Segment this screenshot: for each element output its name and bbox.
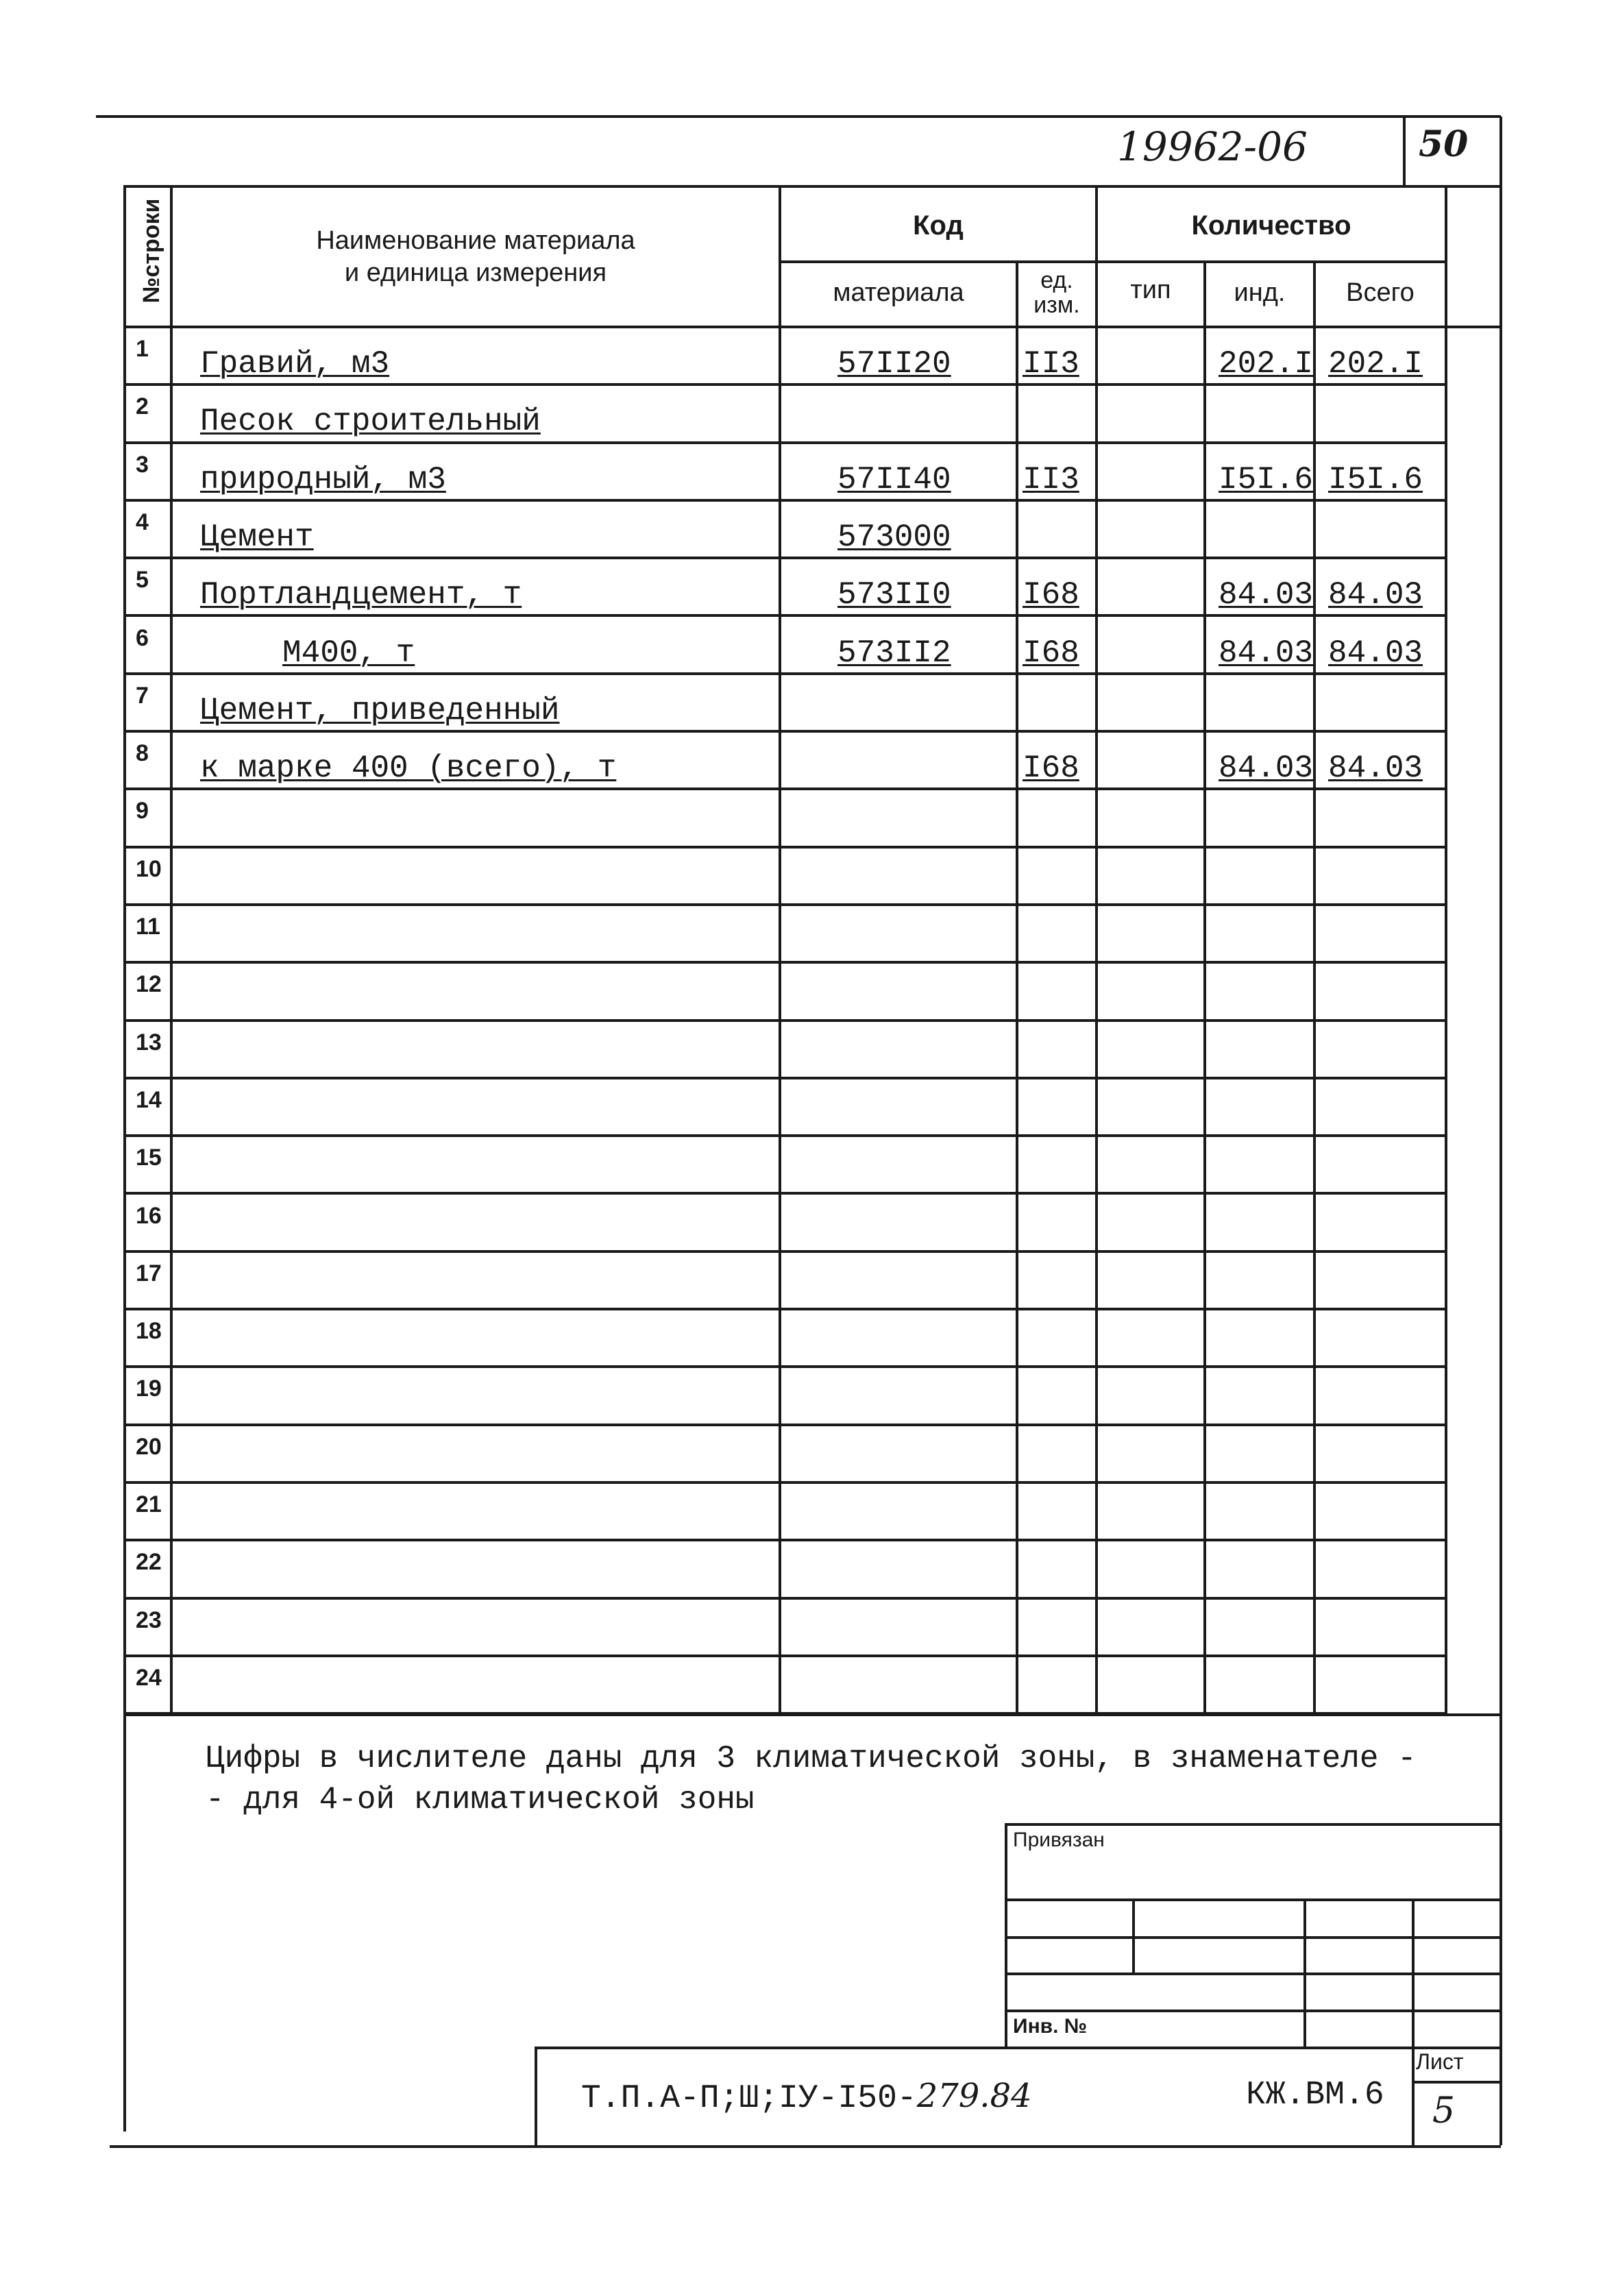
material-name-text: Портландцемент, т bbox=[200, 577, 522, 613]
row-number-text: 23 bbox=[136, 1607, 162, 1633]
table-row bbox=[125, 905, 1476, 964]
row-number bbox=[125, 1136, 162, 1195]
material-name-text: Песок строительный bbox=[200, 404, 541, 440]
frame-bottom-border bbox=[110, 2145, 1501, 2148]
qty-ind-text: 84.03 bbox=[1219, 635, 1314, 671]
row-number bbox=[125, 1426, 162, 1484]
row-number-text: 11 bbox=[136, 914, 160, 940]
material-name bbox=[200, 385, 541, 443]
qty-total bbox=[1328, 443, 1423, 502]
page-number: 50 bbox=[1419, 123, 1469, 165]
page-number-divider bbox=[1403, 117, 1406, 185]
unit-code bbox=[1023, 559, 1079, 617]
table-row bbox=[125, 559, 1476, 617]
material-code-text: 57II20 bbox=[837, 346, 951, 382]
stamp-line-2 bbox=[1005, 1898, 1501, 1901]
material-name bbox=[200, 328, 389, 386]
row-number bbox=[125, 1367, 162, 1426]
header-qty-type: тип bbox=[1130, 276, 1171, 305]
material-code-text: 57II40 bbox=[837, 461, 951, 498]
row-number bbox=[125, 559, 149, 617]
material-code bbox=[837, 443, 951, 502]
table-row bbox=[125, 328, 1476, 386]
row-number-text: 1 bbox=[136, 336, 149, 362]
header-qty-group: Количество bbox=[1191, 210, 1351, 241]
sheet-number: 5 bbox=[1432, 2090, 1456, 2132]
material-name bbox=[200, 501, 314, 559]
unit-code bbox=[1023, 617, 1079, 675]
row-number-text: 4 bbox=[136, 509, 149, 535]
material-name-text: Гравий, м3 bbox=[200, 346, 390, 382]
table-row bbox=[125, 1310, 1476, 1368]
qty-ind bbox=[1219, 617, 1313, 675]
material-name-text: к марке 400 (всего), т bbox=[200, 750, 617, 787]
sheet-label-line bbox=[1412, 2081, 1501, 2084]
row-number-text: 7 bbox=[136, 682, 149, 709]
row-number bbox=[125, 732, 149, 790]
inv-label: Инв. № bbox=[1013, 2015, 1088, 2038]
table-row bbox=[125, 963, 1476, 1021]
table-top-border bbox=[123, 185, 1501, 188]
table-row bbox=[125, 501, 1476, 559]
material-name-text: Цемент, приведенный bbox=[200, 692, 560, 729]
table-row bbox=[125, 1483, 1476, 1541]
designation-hand: 279.84 bbox=[916, 2077, 1032, 2115]
unit-code-text: I68 bbox=[1023, 750, 1079, 787]
table-row bbox=[125, 1426, 1476, 1484]
material-name-text: Цемент bbox=[200, 519, 314, 555]
row-number bbox=[125, 1310, 162, 1368]
unit-code bbox=[1023, 328, 1079, 386]
row-number bbox=[125, 328, 149, 386]
row-number bbox=[125, 848, 162, 906]
table-row bbox=[125, 1136, 1476, 1195]
row-number bbox=[125, 1483, 162, 1541]
header-code-group: Код bbox=[913, 210, 964, 241]
row-number bbox=[125, 1599, 162, 1657]
row-number-text: 20 bbox=[136, 1433, 162, 1460]
doc-number: 19962-06 bbox=[1117, 123, 1308, 170]
row-number-text: 21 bbox=[136, 1491, 162, 1517]
stamp-line-3 bbox=[1005, 1936, 1501, 1939]
table-row bbox=[125, 1195, 1476, 1253]
qty-ind-text: 84.03 bbox=[1219, 750, 1314, 787]
table-row bbox=[125, 617, 1476, 675]
row-number-text: 12 bbox=[136, 971, 162, 998]
row-number-text: 18 bbox=[136, 1318, 162, 1345]
designation-left-line bbox=[535, 2047, 537, 2145]
table-row bbox=[125, 674, 1476, 733]
row-number-text: 5 bbox=[136, 567, 149, 594]
note-line-2: - для 4-ой климатической зоны bbox=[206, 1782, 755, 1818]
qty-total-text: I5I.6 bbox=[1328, 461, 1423, 498]
table-row bbox=[125, 848, 1476, 906]
note-line-1: Цифры в числителе даны для 3 климатической зоны, в знаменателе - bbox=[206, 1741, 1417, 1776]
header-code-unit: ед. изм. bbox=[1033, 267, 1080, 318]
qty-ind bbox=[1219, 328, 1313, 386]
header-qty-total: Всего bbox=[1346, 278, 1415, 308]
material-code bbox=[837, 617, 951, 675]
qty-total-text: 84.03 bbox=[1328, 750, 1423, 787]
table-row bbox=[125, 790, 1476, 848]
qty-ind bbox=[1219, 732, 1313, 790]
material-name bbox=[200, 443, 446, 502]
sheet-label: Лист bbox=[1416, 2049, 1464, 2074]
stamp-line-5 bbox=[1005, 2010, 1501, 2012]
material-code-text: 573II2 bbox=[837, 635, 951, 671]
row-number-text: 17 bbox=[136, 1260, 162, 1286]
row-number bbox=[125, 1195, 162, 1253]
qty-total-text: 84.03 bbox=[1328, 577, 1423, 613]
row-number-text: 22 bbox=[136, 1549, 162, 1576]
qty-total bbox=[1328, 732, 1423, 790]
row-number-text: 19 bbox=[136, 1376, 162, 1402]
table-row bbox=[125, 1079, 1476, 1137]
stamp-vline-1 bbox=[1132, 1898, 1135, 1973]
designation-top-line bbox=[535, 2047, 1501, 2049]
row-number-text: 2 bbox=[136, 393, 149, 420]
material-code-text: 573II0 bbox=[837, 577, 951, 613]
qty-ind bbox=[1219, 559, 1313, 617]
material-name-text: природный, м3 bbox=[200, 461, 446, 498]
bound-label: Привязан bbox=[1013, 1829, 1105, 1851]
row-number bbox=[125, 963, 162, 1021]
stamp-vline-2 bbox=[1303, 1898, 1306, 2047]
material-name bbox=[200, 559, 522, 617]
table-row bbox=[125, 443, 1476, 502]
qty-ind-text: 84.03 bbox=[1219, 577, 1314, 613]
header-code-material: материала bbox=[833, 278, 964, 308]
row-number bbox=[125, 1541, 162, 1599]
header-row-no: №строки bbox=[138, 198, 164, 304]
row-number-text: 14 bbox=[136, 1086, 162, 1113]
row-number bbox=[125, 385, 149, 443]
top-border bbox=[96, 115, 1501, 118]
row-number bbox=[125, 617, 149, 675]
qty-total-text: 84.03 bbox=[1328, 635, 1423, 671]
row-number bbox=[125, 905, 160, 964]
row-number bbox=[125, 1021, 162, 1079]
unit-code bbox=[1023, 443, 1079, 502]
table-row bbox=[125, 1599, 1476, 1657]
unit-code bbox=[1023, 732, 1079, 790]
material-name-text: М400, т bbox=[282, 635, 415, 671]
header-qty-ind: инд. bbox=[1234, 278, 1286, 308]
sheet-code: КЖ.ВМ.6 bbox=[1246, 2077, 1384, 2114]
stamp-line-4 bbox=[1005, 1973, 1501, 1975]
stamp-vline-3 bbox=[1412, 1898, 1415, 2145]
unit-code-text: II3 bbox=[1023, 346, 1079, 382]
row-number bbox=[125, 1252, 162, 1310]
table-bottom-border bbox=[123, 1713, 1501, 1716]
material-code bbox=[837, 559, 951, 617]
qty-total bbox=[1328, 617, 1423, 675]
row-number-text: 16 bbox=[136, 1202, 162, 1229]
stamp-top-line bbox=[1005, 1823, 1501, 1826]
material-code-text: 573000 bbox=[837, 519, 951, 555]
header-name: Наименование материала и единица измерения bbox=[316, 225, 635, 287]
qty-ind-text: I5I.6 bbox=[1219, 461, 1314, 498]
table-row bbox=[125, 385, 1476, 443]
row-number-text: 3 bbox=[136, 451, 149, 478]
unit-code-text: I68 bbox=[1023, 577, 1079, 613]
designation-typed: Т.П.А-П;Ш;IУ-I50- bbox=[581, 2080, 917, 2117]
table-row bbox=[125, 1021, 1476, 1079]
material-name bbox=[200, 674, 560, 733]
unit-code-text: II3 bbox=[1023, 461, 1079, 498]
table-row bbox=[125, 732, 1476, 790]
table-row bbox=[125, 1252, 1476, 1310]
row-number-text: 10 bbox=[136, 855, 162, 882]
row-number bbox=[125, 674, 149, 733]
qty-ind-text: 202.I bbox=[1219, 346, 1314, 382]
row-number bbox=[125, 1079, 162, 1137]
row-number-text: 13 bbox=[136, 1029, 162, 1055]
material-code bbox=[837, 328, 951, 386]
designation bbox=[581, 2077, 1032, 2117]
qty-total bbox=[1328, 328, 1423, 386]
table-row bbox=[125, 1541, 1476, 1599]
row-number-text: 8 bbox=[136, 740, 149, 767]
material-code bbox=[837, 501, 951, 559]
row-number-text: 9 bbox=[136, 798, 149, 825]
row-number-text: 24 bbox=[136, 1664, 162, 1691]
material-name bbox=[282, 617, 415, 675]
material-name bbox=[200, 732, 616, 790]
row-number-text: 15 bbox=[136, 1145, 162, 1171]
qty-total-text: 202.I bbox=[1328, 346, 1423, 382]
row-number bbox=[125, 790, 149, 848]
row-number bbox=[125, 443, 149, 502]
qty-ind bbox=[1219, 443, 1313, 502]
table-row bbox=[125, 1657, 1476, 1715]
row-number-text: 6 bbox=[136, 624, 149, 651]
unit-code-text: I68 bbox=[1023, 635, 1079, 671]
row-number bbox=[125, 1657, 162, 1715]
qty-total bbox=[1328, 559, 1423, 617]
row-number bbox=[125, 501, 149, 559]
right-frame-border bbox=[1499, 117, 1502, 2145]
table-row bbox=[125, 1367, 1476, 1426]
